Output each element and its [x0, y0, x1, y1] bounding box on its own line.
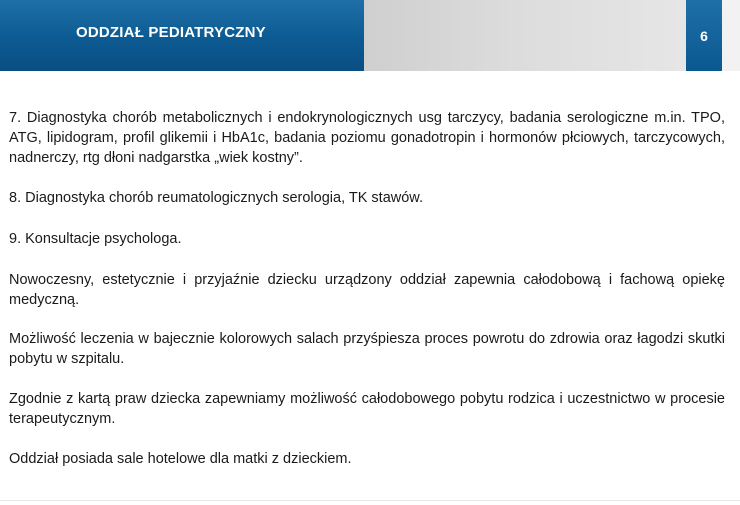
- footer-divider: [0, 500, 740, 501]
- header-gray-band: [364, 0, 740, 71]
- paragraph-psychology-consultation: 9. Konsultacje psychologa.: [9, 231, 182, 247]
- document-body: [9, 108, 725, 469]
- paragraph-parent-stay: Zgodnie z kartą praw dziecka zapewniamy możliwość całodobowego pobytu rodzica i uczestnictwo w procesie terapeutycznym.: [9, 391, 725, 427]
- paragraph-modern-ward: Nowoczesny, estetycznie i przyjaźnie dziecku urządzony oddział zapewnia całodobową i fachową opiekę medyczną.: [9, 272, 725, 308]
- paragraph-colorful-rooms: Możliwość leczenia w bajecznie kolorowych salach przyśpiesza proces powrotu do zdrowia oraz łagodzi skutki pobytu w szpitalu.: [9, 331, 725, 367]
- paragraph-hotel-rooms: Oddział posiada sale hotelowe dla matki z dzieckiem.: [9, 451, 352, 467]
- slide-header: [0, 0, 740, 71]
- page-title: ODDZIAŁ PEDIATRYCZNY: [76, 24, 266, 41]
- paragraph-diagnostics-metabolic: 7. Diagnostyka chorób metabolicznych i endokrynologicznych usg tarczycy, badania serologiczne m.in. TPO, ATG, lipidogram, profil glikemii i HbA1c, badania poziomu gonadotropin i hormonów płciowych, tarczycowych, nadnerczy, rtg dłoni nadgarstka „wiek kostny”.: [9, 110, 725, 166]
- paragraph-diagnostics-rheumatology: 8. Diagnostyka chorób reumatologicznych serologia, TK stawów.: [9, 190, 424, 206]
- page-number: 6: [686, 0, 722, 71]
- header-right-strip: [722, 0, 740, 71]
